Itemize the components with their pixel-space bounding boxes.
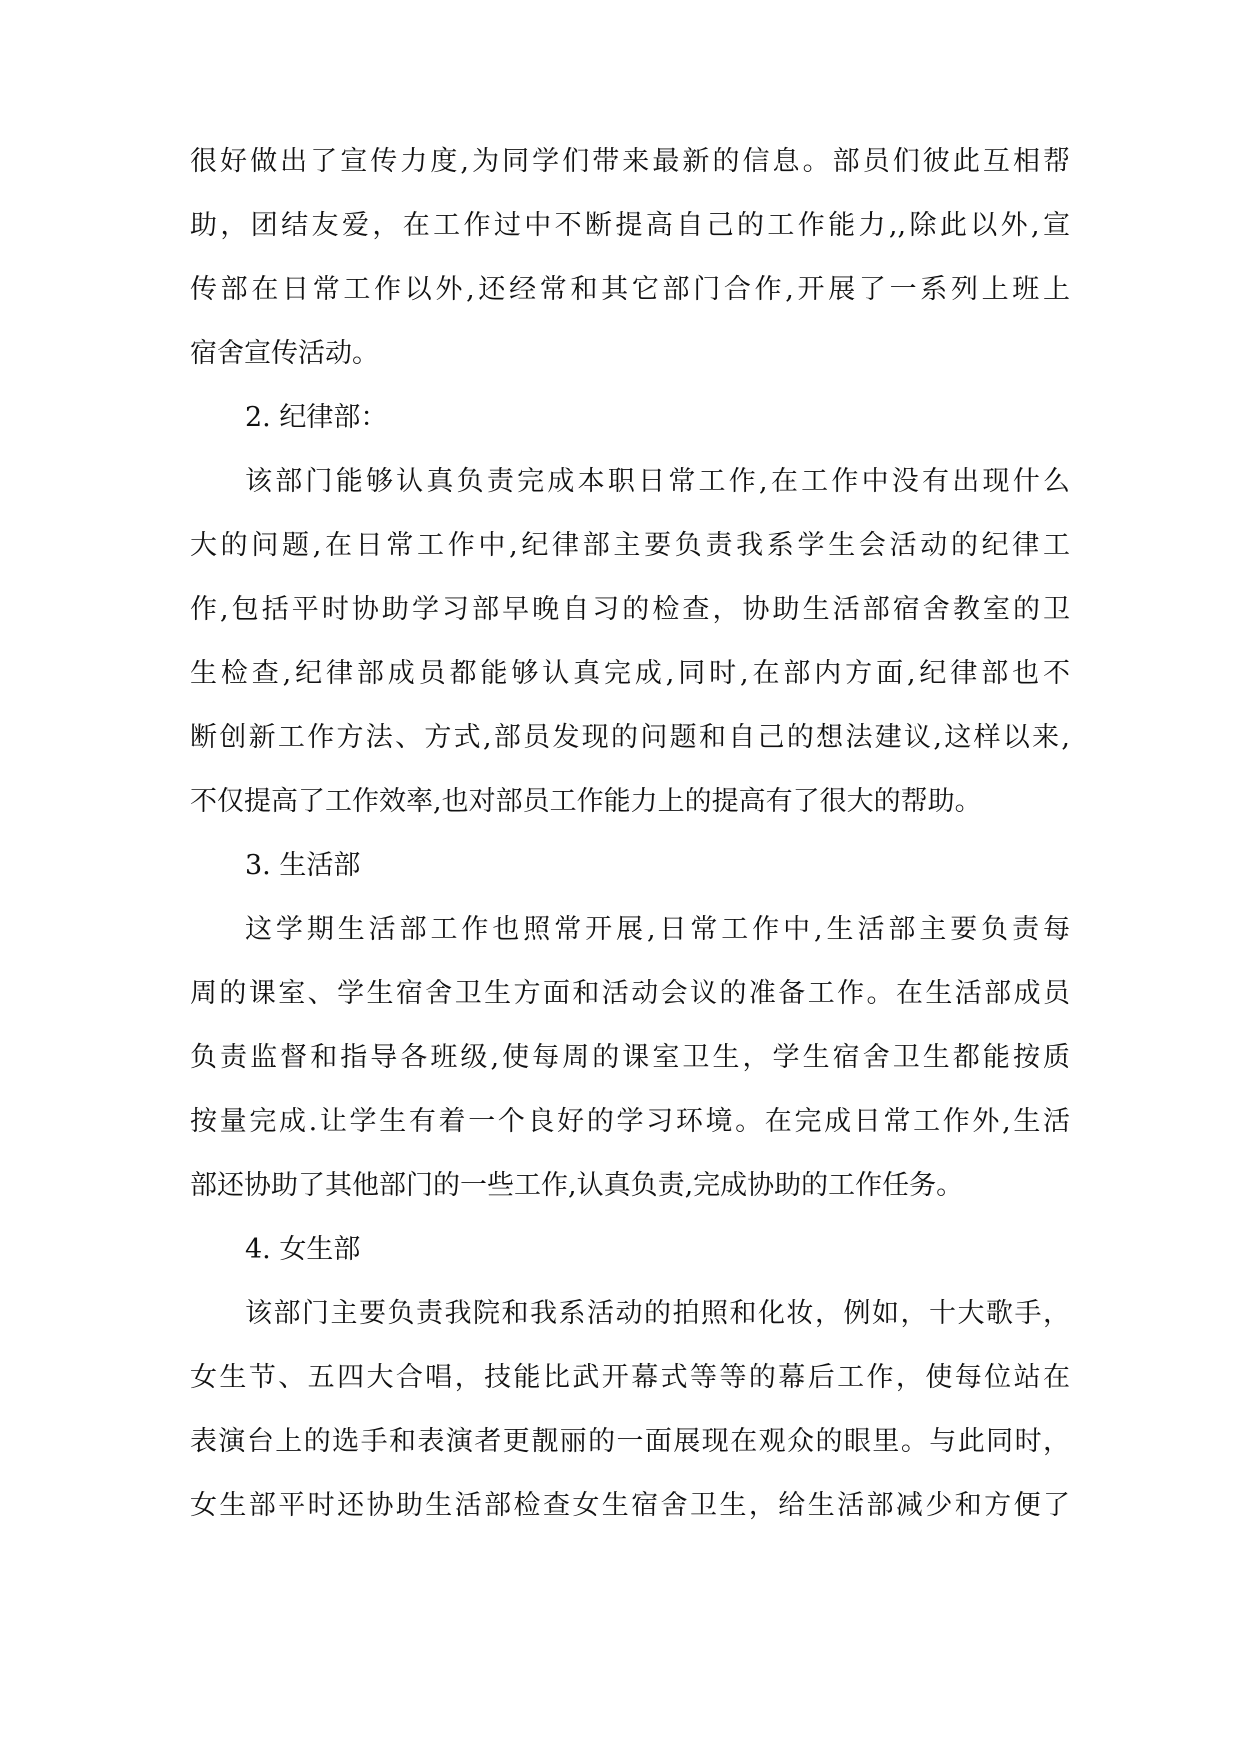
section-heading: 4. 女生部 [245, 1234, 361, 1265]
paragraph-line: 大的问题,在日常工作中,纪律部主要负责我系学生会活动的纪律工 [190, 530, 1070, 561]
paragraph-line: 这学期生活部工作也照常开展,日常工作中,生活部主要负责每 [245, 914, 1070, 945]
paragraph-line: 负责监督和指导各班级,使每周的课室卫生，学生宿舍卫生都能按质 [190, 1042, 1070, 1073]
paragraph-line: 不仅提高了工作效率,也对部员工作能力上的提高有了很大的帮助。 [190, 786, 982, 817]
paragraph-line: 该部门主要负责我院和我系活动的拍照和化妆，例如，十大歌手， [245, 1298, 1070, 1329]
paragraph-line: 助，团结友爱，在工作过中不断提高自己的工作能力,,除此以外,宣 [190, 210, 1070, 241]
section-heading: 2. 纪律部： [245, 402, 388, 433]
paragraph-line: 该部门能够认真负责完成本职日常工作,在工作中没有出现什么 [245, 466, 1070, 497]
paragraph-line: 女生节、五四大合唱，技能比武开幕式等等的幕后工作，使每位站在 [190, 1362, 1070, 1393]
paragraph-line: 按量完成.让学生有着一个良好的学习环境。在完成日常工作外,生活 [190, 1106, 1070, 1137]
paragraph-line: 传部在日常工作以外,还经常和其它部门合作,开展了一系列上班上 [190, 274, 1070, 305]
section-heading: 3. 生活部 [245, 850, 361, 881]
paragraph-line: 作,包括平时协助学习部早晚自习的检查，协助生活部宿舍教室的卫 [190, 594, 1070, 625]
paragraph-line: 断创新工作方法、方式,部员发现的问题和自己的想法建议,这样以来, [190, 722, 1070, 753]
paragraph-line: 很好做出了宣传力度,为同学们带来最新的信息。部员们彼此互相帮 [190, 146, 1070, 177]
paragraph-line: 女生部平时还协助生活部检查女生宿舍卫生，给生活部减少和方便了 [190, 1490, 1070, 1521]
paragraph-line: 部还协助了其他部门的一些工作,认真负责,完成协助的工作任务。 [190, 1170, 964, 1201]
paragraph-line: 生检查,纪律部成员都能够认真完成,同时,在部内方面,纪律部也不 [190, 658, 1070, 689]
paragraph-line: 表演台上的选手和表演者更靓丽的一面展现在观众的眼里。与此同时， [190, 1426, 1070, 1457]
paragraph-line: 宿舍宣传活动。 [190, 338, 379, 369]
paragraph-line: 周的课室、学生宿舍卫生方面和活动会议的准备工作。在生活部成员 [190, 978, 1070, 1009]
